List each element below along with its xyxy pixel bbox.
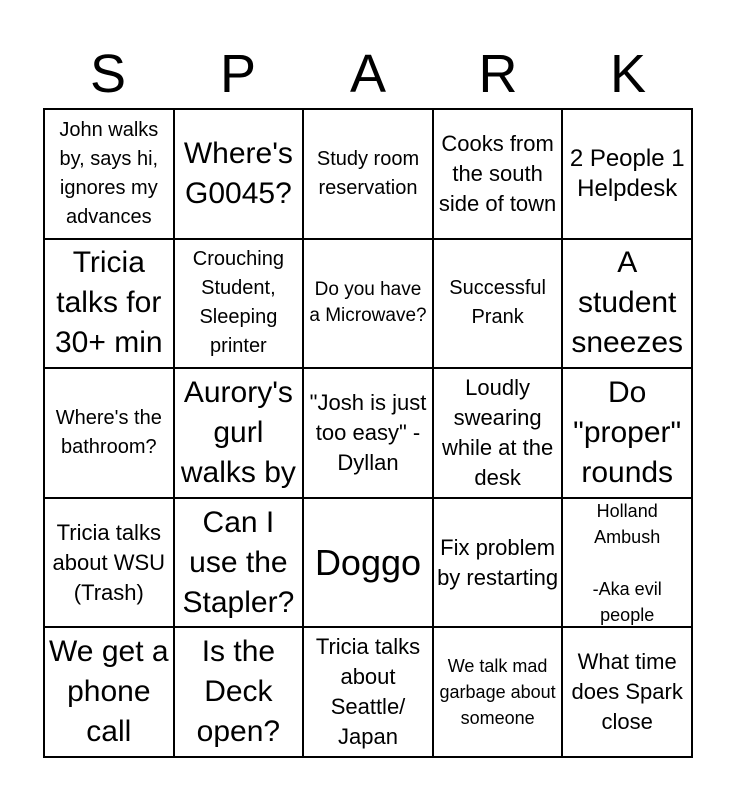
bingo-cell[interactable]: [303, 627, 433, 757]
cell-text: Aurory's gurl walks by: [180, 375, 296, 489]
bingo-cell[interactable]: [433, 627, 563, 757]
bingo-cell[interactable]: [303, 498, 433, 628]
cell-text: Tricia talks about Seattle/ Japan: [315, 634, 421, 750]
bingo-cell[interactable]: [433, 498, 563, 628]
cell-text: Tricia talks for 30+ min: [55, 246, 163, 360]
bingo-cell[interactable]: [433, 368, 563, 498]
cell-text: 2 People 1 Helpdesk: [569, 144, 685, 202]
cell-text: Is the Deck open?: [196, 635, 281, 749]
bingo-cell[interactable]: [174, 368, 304, 498]
cell-text: Crouching Student, Sleeping printer: [192, 248, 284, 358]
bingo-cell[interactable]: [433, 239, 563, 369]
bingo-cell[interactable]: [44, 109, 174, 239]
cell-text: Do "proper" rounds: [573, 375, 682, 489]
bingo-cell[interactable]: [44, 368, 174, 498]
bingo-cell[interactable]: [303, 239, 433, 369]
bingo-cell[interactable]: [174, 109, 304, 239]
bingo-cell[interactable]: [562, 498, 692, 628]
cell-text: John walks by, says hi, ignores my advances: [59, 118, 159, 228]
bingo-cell[interactable]: [303, 109, 433, 239]
cell-text: Do you have a Microwave?: [309, 279, 427, 327]
header-letter-k: K: [609, 44, 647, 104]
bingo-cell[interactable]: [44, 627, 174, 757]
cell-text: "Josh is just too easy" - Dyllan: [309, 389, 427, 475]
bingo-header: [43, 40, 693, 108]
cell-text: We talk mad garbage about someone: [439, 656, 556, 729]
bingo-cell[interactable]: [562, 109, 692, 239]
cell-text: Holland Ambush -Aka evil people: [592, 500, 662, 625]
cell-text: Tricia talks about WSU (Trash): [52, 519, 166, 605]
bingo-cell[interactable]: [174, 498, 304, 628]
bingo-cell[interactable]: [174, 627, 304, 757]
cell-text: Successful Prank: [449, 277, 546, 329]
header-letter-a: A: [349, 44, 387, 104]
bingo-cell[interactable]: [303, 368, 433, 498]
cell-text: Study room reservation: [316, 147, 420, 199]
bingo-cell[interactable]: [562, 239, 692, 369]
cell-text: Fix problem by restarting: [437, 534, 559, 590]
cell-text: Where's the bathroom?: [55, 406, 162, 458]
bingo-cell[interactable]: [44, 498, 174, 628]
header-letter-r: R: [478, 44, 518, 104]
bingo-cell[interactable]: [433, 109, 563, 239]
bingo-cell[interactable]: [44, 239, 174, 369]
cell-text: We get a phone call: [49, 635, 169, 749]
header-letter-p: P: [219, 44, 257, 104]
header-letter-s: S: [89, 44, 127, 104]
bingo-cell[interactable]: [562, 627, 692, 757]
cell-text: Doggo: [314, 541, 422, 583]
cell-text: Where's G0045?: [183, 136, 293, 210]
cell-text: Cooks from the south side of town: [438, 130, 557, 216]
bingo-cell[interactable]: [562, 368, 692, 498]
cell-text: Can I use the Stapler?: [182, 505, 295, 619]
cell-text: Loudly swearing while at the desk: [441, 374, 554, 490]
bingo-cell[interactable]: [174, 239, 304, 369]
cell-text: A student sneezes: [571, 246, 684, 360]
cell-text: What time does Spark close: [571, 649, 683, 735]
bingo-grid: [43, 108, 693, 758]
